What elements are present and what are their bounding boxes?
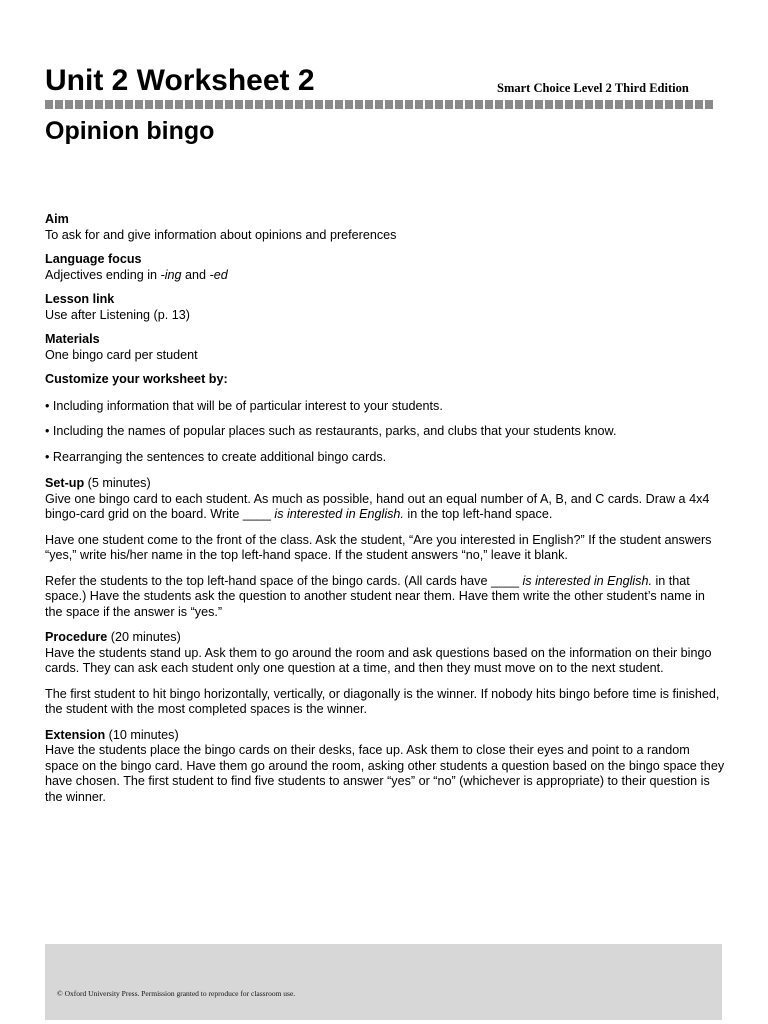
edition-label: Smart Choice Level 2 Third Edition	[497, 81, 689, 95]
ed-suffix: -ed	[209, 267, 228, 282]
setup-p3-b: in that space.) Have the students ask the question to another student near them. Have them write the other student’s name in the space if the answer is “yes.”	[45, 573, 705, 619]
procedure-p1: Have the students stand up. Ask them to go around the room and ask questions based on the information on their bingo cards. They can ask each student only one question at a time, and then they must move on to the next student.	[45, 645, 712, 675]
setup-p3-emphasis: is interested in English.	[522, 573, 652, 588]
materials-heading: Materials	[45, 332, 100, 346]
procedure-section	[45, 630, 725, 718]
setup-p3-a: Refer the students to the top left-hand space of the bingo cards. (All cards have ____	[45, 573, 523, 588]
language-focus-text	[45, 268, 725, 284]
language-focus-and: and	[181, 267, 210, 282]
procedure-heading: Procedure	[45, 630, 108, 644]
lesson-link-heading: Lesson link	[45, 292, 115, 306]
customize-bullet: • Including information that will be of particular interest to your students.	[45, 398, 443, 413]
procedure-duration: (20 minutes)	[107, 630, 181, 644]
customize-section	[45, 372, 725, 465]
extension-duration: (10 minutes)	[105, 727, 179, 742]
customize-heading: Customize your worksheet by:	[45, 372, 228, 386]
language-focus-section	[45, 252, 725, 283]
language-focus-text-pre: Adjectives ending in	[45, 267, 161, 282]
header-divider	[45, 100, 715, 109]
extension-paragraph	[45, 728, 725, 806]
copyright-notice: © Oxford University Press. Permission granted to reproduce for classroom use.	[57, 989, 296, 998]
materials-section	[45, 332, 725, 363]
ing-suffix: -ing	[160, 267, 182, 282]
lesson-link-section	[45, 292, 725, 323]
page-subtitle: Opinion bingo	[45, 117, 215, 145]
setup-duration: (5 minutes)	[84, 476, 151, 490]
setup-section	[45, 476, 725, 620]
setup-p1-emphasis: is interested in English.	[274, 507, 404, 521]
extension-p1: Have the students place the bingo cards on their desks, face up. Ask them to close their eyes and point to a random space on the bingo card. Have them go around the room, asking other students a question based on the bingo space they have chosen. The first student to find five students to answer “yes” or “no” (whichever is appropriate) to their question is the winner.	[45, 743, 725, 804]
worksheet-body	[45, 212, 725, 815]
setup-heading: Set-up	[45, 476, 85, 490]
aim-section	[45, 212, 725, 243]
extension-section	[45, 728, 725, 806]
setup-paragraph-3	[45, 574, 725, 621]
materials-text: One bingo card per student	[45, 347, 198, 362]
customize-bullet: • Including the names of popular places such as restaurants, parks, and clubs that your students know.	[45, 424, 617, 438]
language-focus-heading: Language focus	[45, 252, 142, 266]
procedure-paragraph-2: The first student to hit bingo horizontally, vertically, or diagonally is the winner. If nobody hits bingo before time is finished, the student with the most completed spaces is the winner.	[45, 686, 720, 716]
extension-heading: Extension	[45, 727, 106, 742]
lesson-link-text: Use after Listening (p. 13)	[45, 307, 190, 322]
setup-paragraph-2: Have one student come to the front of the class. Ask the student, “Are you interested in English?” If the student answers “yes,” write his/her name in the top left-hand space. If the student answers “no,” leave it blank.	[45, 532, 712, 562]
procedure-paragraph	[45, 630, 725, 677]
setup-paragraph	[45, 476, 725, 523]
setup-p1-b: in the top left-hand space.	[403, 507, 553, 521]
setup-p1-a: Give one bingo card to each student. As much as possible, hand out an equal number of A, B, and C cards. Draw a 4x4 bingo-card grid on the board. Write ____	[45, 491, 710, 521]
footer-box	[45, 944, 722, 1020]
aim-heading: Aim	[45, 212, 69, 226]
aim-text: To ask for and give information about opinions and preferences	[45, 227, 397, 242]
customize-bullet: • Rearranging the sentences to create additional bingo cards.	[45, 449, 387, 464]
worksheet-title: Unit 2 Worksheet 2	[45, 64, 315, 97]
